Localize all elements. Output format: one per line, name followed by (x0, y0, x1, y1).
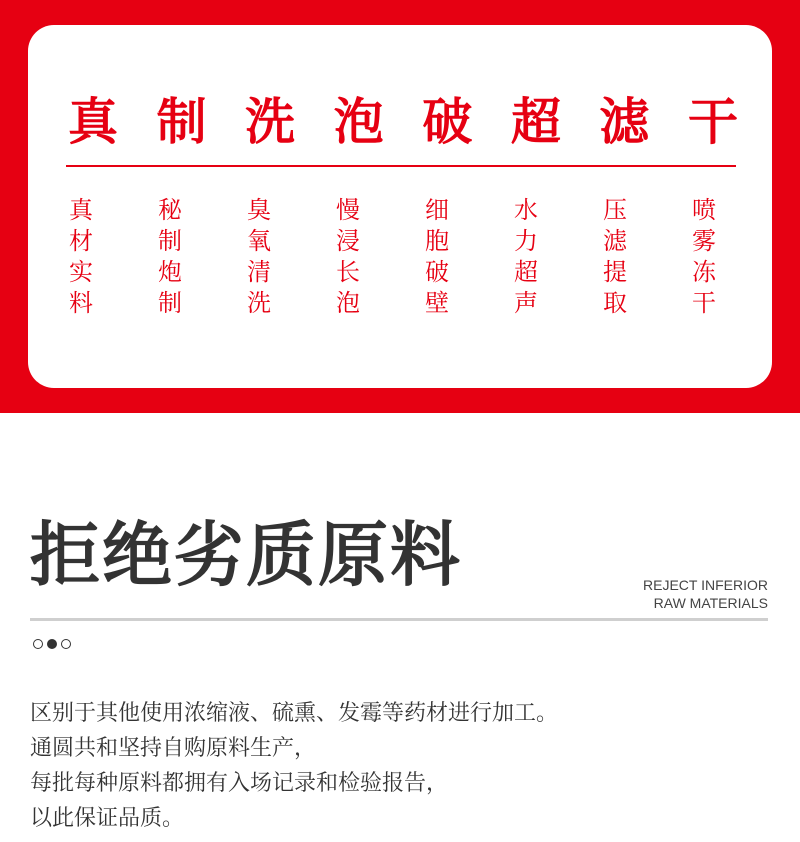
subtitle-line: REJECT INFERIOR (643, 577, 768, 593)
feature-char: 制 (158, 227, 182, 255)
feature-char: 喷 (692, 196, 716, 224)
title-char: 干 (687, 92, 738, 151)
body-line: 区别于其他使用浓缩液、硫熏、发霉等药材进行加工。 (30, 701, 559, 726)
heading-divider (30, 618, 768, 621)
feature-column (689, 195, 719, 319)
feature-char: 压 (603, 196, 627, 224)
feature-columns (66, 195, 778, 325)
feature-char: 取 (603, 289, 627, 317)
feature-char: 料 (69, 289, 93, 317)
title-char: 滤 (599, 92, 650, 151)
body-line: 以此保证品质。 (30, 806, 185, 831)
feature-char: 制 (158, 289, 182, 317)
section-subtitle-en (643, 576, 768, 612)
page-indicator (33, 639, 71, 649)
feature-char: 浸 (336, 227, 360, 255)
feature-char: 滤 (603, 227, 627, 255)
feature-char: 声 (514, 289, 538, 317)
feature-char: 臭 (247, 196, 271, 224)
feature-char: 干 (692, 289, 716, 317)
subtitle-line: RAW MATERIALS (653, 595, 768, 611)
feature-char: 破 (425, 258, 449, 286)
feature-char: 秘 (158, 196, 182, 224)
feature-char: 炮 (158, 258, 182, 286)
feature-char: 水 (514, 196, 538, 224)
title-char: 真 (68, 92, 118, 151)
feature-char: 冻 (692, 258, 716, 286)
indicator-dot-active (47, 639, 57, 649)
feature-char: 清 (247, 258, 271, 286)
feature-column (511, 195, 541, 319)
title-char: 制 (156, 92, 207, 151)
indicator-dot (33, 639, 43, 649)
features-card (28, 25, 772, 388)
feature-char: 提 (603, 258, 627, 286)
body-paragraph (30, 696, 770, 836)
title-char: 超 (510, 92, 561, 151)
title-char: 泡 (333, 92, 384, 151)
section-heading: 拒绝劣质原料 (30, 514, 462, 596)
feature-column (155, 195, 185, 319)
feature-column (244, 195, 274, 319)
body-line: 通圆共和坚持自购原料生产， (30, 736, 317, 761)
feature-column (333, 195, 363, 319)
feature-char: 洗 (247, 289, 271, 317)
feature-char: 真 (69, 196, 93, 224)
feature-char: 壁 (425, 289, 449, 317)
title-char: 洗 (245, 92, 296, 151)
feature-column (422, 195, 452, 319)
title-divider (66, 165, 736, 167)
feature-char: 胞 (425, 227, 449, 255)
feature-char: 超 (514, 258, 538, 286)
feature-column (600, 195, 630, 319)
body-line: 每批每种原料都拥有入场记录和检验报告， (30, 771, 449, 796)
feature-column (66, 195, 96, 319)
feature-char: 长 (336, 258, 360, 286)
feature-char: 泡 (336, 289, 360, 317)
banner-title (68, 87, 738, 157)
feature-char: 力 (514, 227, 538, 255)
feature-char: 细 (425, 196, 449, 224)
indicator-dot (61, 639, 71, 649)
title-char: 破 (422, 92, 473, 151)
feature-char: 雾 (692, 227, 716, 255)
feature-char: 慢 (336, 196, 360, 224)
feature-char: 材 (69, 227, 93, 255)
feature-char: 实 (69, 258, 93, 286)
feature-char: 氧 (247, 227, 271, 255)
